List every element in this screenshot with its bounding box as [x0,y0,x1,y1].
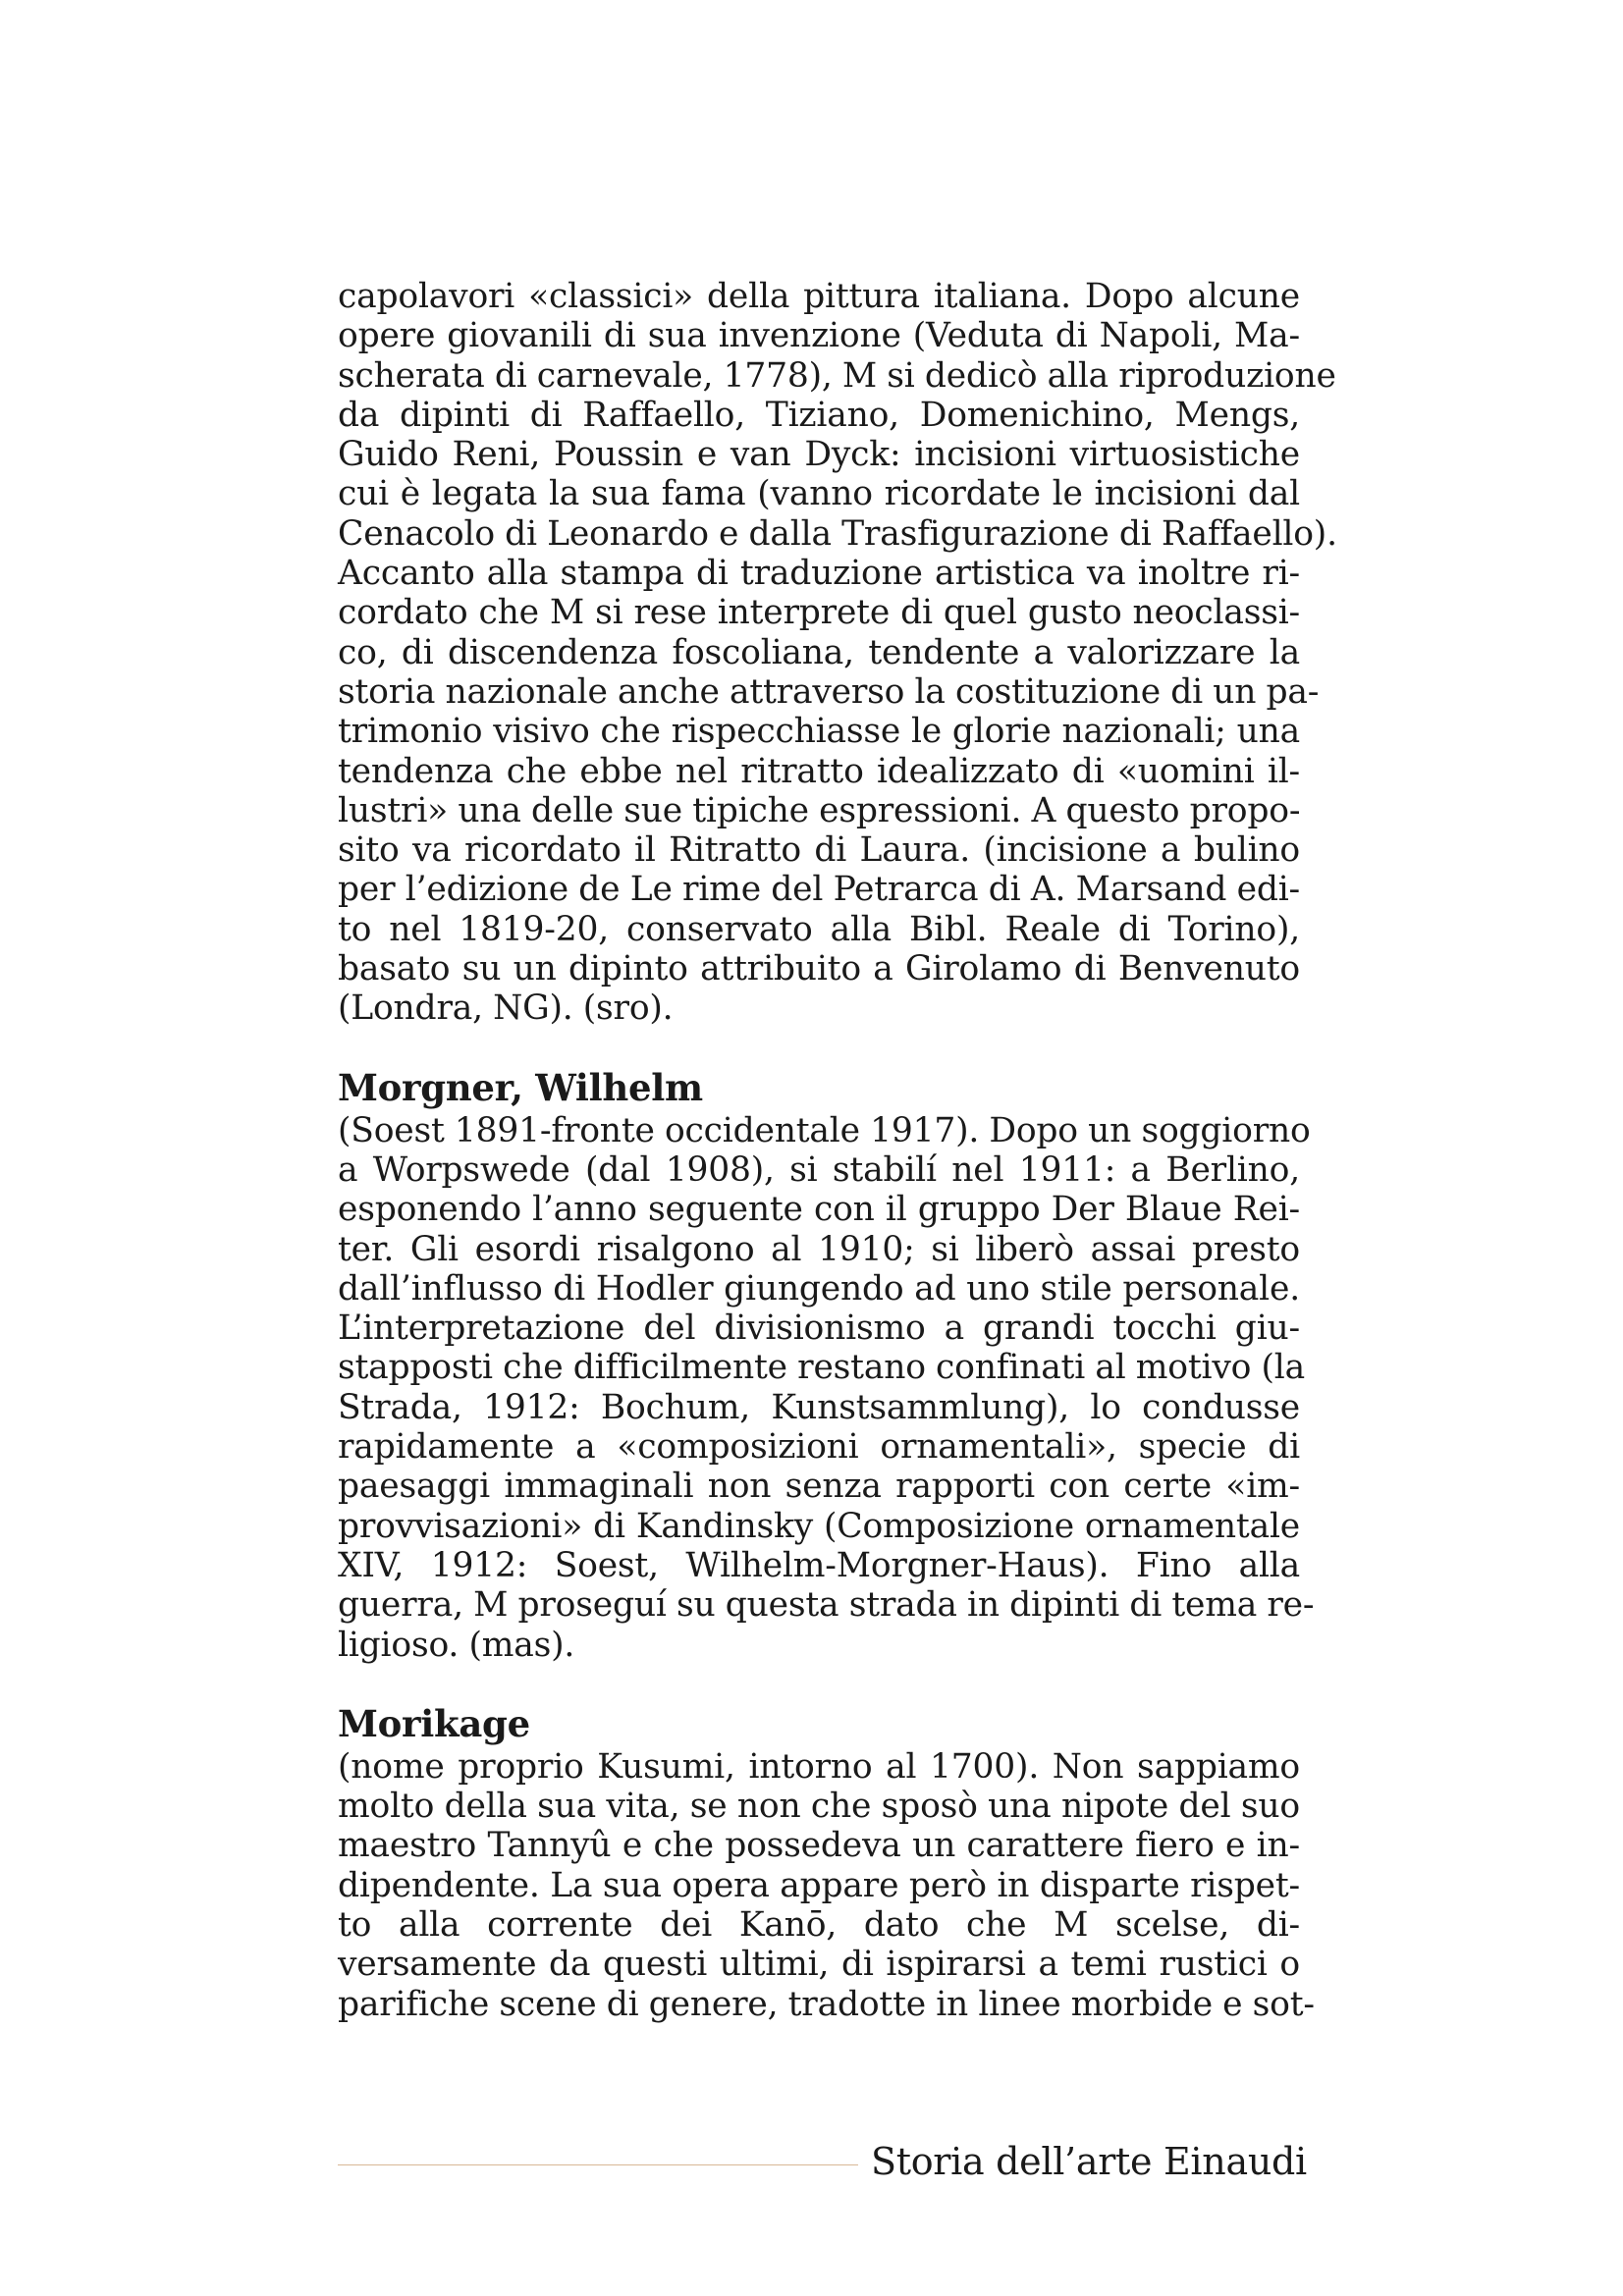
text-line: (nome proprio Kusumi, intorno al 1700). Non sappiamo [338,1746,1300,1787]
text-line: esponendo l’anno seguente con il gruppo Der Blaue Rei- [338,1190,1300,1230]
text-line: Guido Reni, Poussin e van Dyck: incisioni virtuosistiche [338,435,1300,475]
text-line: versamente da questi ultimi, di ispirarsi a temi rustici o [338,1945,1300,1985]
entry-text-morikage [338,1746,1315,2024]
entry-continuation-text [338,277,1337,1029]
text-line: to nel 1819-20, conservato alla Bibl. Reale di Torino), [338,909,1300,949]
text-line: maestro Tannyû e che possedeva un carattere fiero e in- [338,1826,1300,1866]
text-line: ter. Gli esordi risalgono al 1910; si liberò assai presto [338,1229,1300,1269]
text-line: dipendente. La sua opera appare però in disparte rispet- [338,1865,1300,1905]
text-line: scherata di carnevale, 1778), M si dedicò alla riproduzione [338,355,1336,396]
text-line: Accanto alla stampa di traduzione artistica va inoltre ri- [338,554,1300,594]
text-line: sito va ricordato il Ritratto di Laura. (incisione a bulino [338,830,1300,871]
text-line: Cenacolo di Leonardo e dalla Trasfigurazione di Raffaello). [338,513,1337,554]
text-line: basato su un dipinto attribuito a Girolamo di Benvenuto [338,949,1300,989]
entry-text-morgner [338,1110,1315,1665]
text-line: provvisazioni» di Kandinsky (Composizione ornamentale [338,1506,1300,1546]
text-line: ligioso. (mas). [338,1625,575,1665]
text-line: capolavori «classici» della pittura italiana. Dopo alcune [338,277,1300,316]
text-line: Strada, 1912: Bochum, Kunstsammlung), lo condusse [338,1387,1300,1427]
text-line: per l’edizione de Le rime del Petrarca di A. Marsand edi- [338,870,1300,910]
text-line: cui è legata la sua fama (vanno ricordate le incisioni dal [338,474,1300,514]
text-line: guerra, M proseguí su questa strada in dipinti di tema re- [338,1585,1315,1626]
text-line: paesaggi immaginali non senza rapporti con certe «im- [338,1467,1300,1507]
text-line: rapidamente a «composizioni ornamentali», specie di [338,1427,1300,1468]
text-line: a Worpswede (dal 1908), si stabilí nel 1911: a Berlino, [338,1149,1300,1190]
text-line: molto della sua vita, se non che sposò una nipote del suo [338,1787,1300,1827]
text-line: stapposti che difficilmente restano confinati al motivo (la [338,1348,1305,1388]
main-text-column [338,277,1337,2024]
text-line: parifiche scene di genere, tradotte in linee morbide e sot- [338,1984,1315,2024]
text-line: opere giovanili di sua invenzione (Veduta di Napoli, Ma- [338,316,1300,356]
text-line: trimonio visivo che rispecchiasse le glorie nazionali; una [338,712,1300,752]
text-line: co, di discendenza foscoliana, tendente a valorizzare la [338,632,1300,672]
entry-heading-morgner: Morgner, Wilhelm [338,1065,703,1109]
text-line: XIV, 1912: Soest, Wilhelm-Morgner-Haus). Fino alla [338,1545,1300,1585]
text-line: (Londra, NG). (sro). [338,988,674,1029]
footer-label: Storia dell’arte Einaudi [871,2140,1307,2183]
text-line: lustri» una delle sue tipiche espressioni. A questo propo- [338,790,1301,830]
footer-rule [338,2164,858,2165]
text-line: cordato che M si rese interprete di quel gusto neoclassi- [338,593,1300,633]
entry-heading-morikage: Morikage [338,1701,530,1745]
text-line: da dipinti di Raffaello, Tiziano, Domenichino, Mengs, [338,395,1300,435]
text-line: to alla corrente dei Kanō, dato che M scelse, di- [338,1904,1300,1945]
section-spacer [338,1029,1300,1066]
text-line: L’interpretazione del divisionismo a grandi tocchi giu- [338,1308,1300,1349]
text-line: tendenza che ebbe nel ritratto idealizzato di «uomini il- [338,751,1300,791]
section-spacer [338,1665,1300,1702]
text-line: storia nazionale anche attraverso la costituzione di un pa- [338,671,1320,712]
text-line: (Soest 1891-fronte occidentale 1917). Dopo un soggiorno [338,1110,1311,1150]
text-line: dall’influsso di Hodler giungendo ad uno stile personale. [338,1268,1300,1308]
